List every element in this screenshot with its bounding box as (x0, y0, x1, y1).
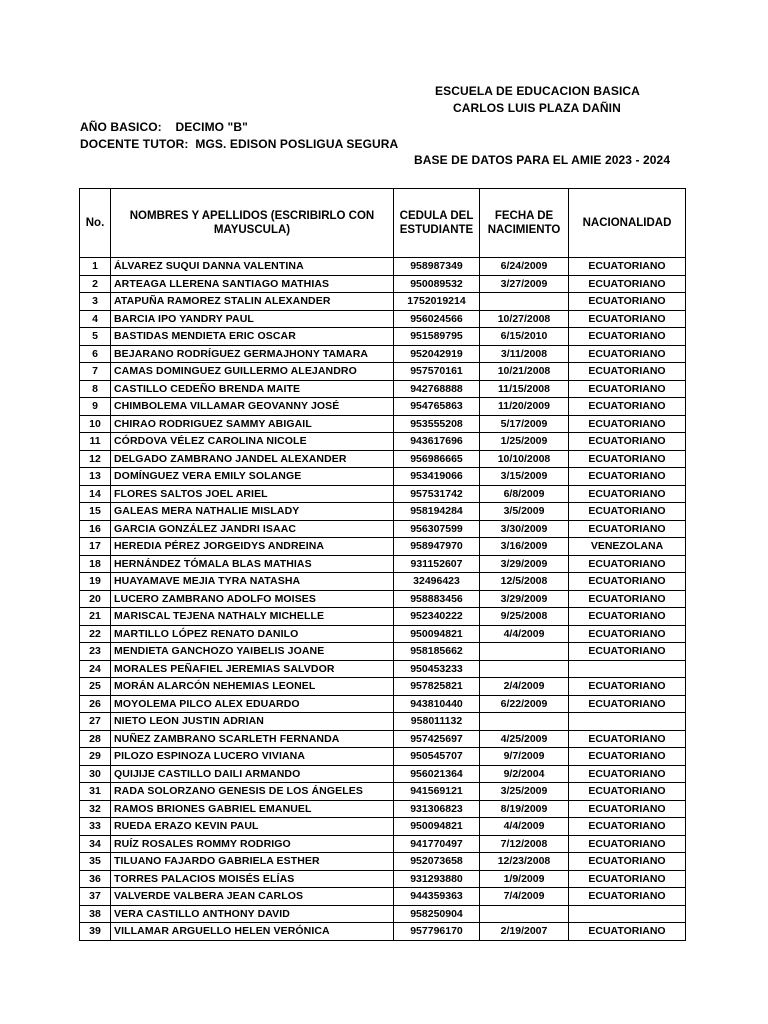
table-row (80, 538, 686, 556)
row-number: 10 (80, 415, 111, 433)
table-row (80, 713, 686, 731)
student-name: HEREDIA PÉREZ JORGEIDYS ANDREINA (111, 538, 394, 556)
nationality: ECUATORIANO (569, 275, 686, 293)
row-number: 8 (80, 380, 111, 398)
student-cedula: 952042919 (394, 345, 480, 363)
students-table (79, 188, 686, 941)
row-number: 35 (80, 853, 111, 871)
table-row (80, 818, 686, 836)
row-number: 38 (80, 905, 111, 923)
nationality: ECUATORIANO (569, 590, 686, 608)
nationality: ECUATORIANO (569, 310, 686, 328)
nationality: ECUATORIANO (569, 678, 686, 696)
row-number: 15 (80, 503, 111, 521)
table-row (80, 625, 686, 643)
nationality: ECUATORIANO (569, 765, 686, 783)
row-number: 30 (80, 765, 111, 783)
table-row (80, 503, 686, 521)
student-name: BARCIA IPO YANDRY PAUL (111, 310, 394, 328)
student-cedula: 931293880 (394, 870, 480, 888)
student-name: FLORES SALTOS JOEL ARIEL (111, 485, 394, 503)
nationality: ECUATORIANO (569, 503, 686, 521)
student-cedula: 950453233 (394, 660, 480, 678)
student-cedula: 950094821 (394, 625, 480, 643)
row-number: 16 (80, 520, 111, 538)
table-row (80, 258, 686, 276)
birth-date: 3/29/2009 (480, 555, 569, 573)
nationality: ECUATORIANO (569, 450, 686, 468)
row-number: 20 (80, 590, 111, 608)
student-name: BEJARANO RODRÍGUEZ GERMAJHONY TAMARA (111, 345, 394, 363)
nationality: VENEZOLANA (569, 538, 686, 556)
table-row (80, 573, 686, 591)
table-row (80, 293, 686, 311)
nationality (569, 660, 686, 678)
student-name: MORALES PEÑAFIEL JEREMIAS SALVDOR (111, 660, 394, 678)
row-number: 13 (80, 468, 111, 486)
row-number: 21 (80, 608, 111, 626)
table-row (80, 765, 686, 783)
school-title-line2: CARLOS LUIS PLAZA DAÑIN (453, 101, 621, 115)
nationality: ECUATORIANO (569, 468, 686, 486)
nationality: ECUATORIANO (569, 643, 686, 661)
student-cedula: 944359363 (394, 888, 480, 906)
student-cedula: 951589795 (394, 328, 480, 346)
birth-date: 3/29/2009 (480, 590, 569, 608)
row-number: 27 (80, 713, 111, 731)
student-cedula: 956024566 (394, 310, 480, 328)
birth-date: 12/23/2008 (480, 853, 569, 871)
table-row (80, 870, 686, 888)
table-row (80, 345, 686, 363)
row-number: 17 (80, 538, 111, 556)
nationality: ECUATORIANO (569, 363, 686, 381)
student-name: ÁLVAREZ SUQUI DANNA VALENTINA (111, 258, 394, 276)
row-number: 39 (80, 923, 111, 941)
student-name: BASTIDAS MENDIETA ERIC OSCAR (111, 328, 394, 346)
birth-date: 1/25/2009 (480, 433, 569, 451)
student-name: RUÍZ ROSALES ROMMY RODRIGO (111, 835, 394, 853)
table-row (80, 520, 686, 538)
student-cedula: 956021364 (394, 765, 480, 783)
student-name: CHIRAO RODRIGUEZ SAMMY ABIGAIL (111, 415, 394, 433)
table-row (80, 853, 686, 871)
student-name: CHIMBOLEMA VILLAMAR GEOVANNY JOSÉ (111, 398, 394, 416)
row-number: 36 (80, 870, 111, 888)
student-name: VERA CASTILLO ANTHONY DAVID (111, 905, 394, 923)
student-cedula: 950094821 (394, 818, 480, 836)
student-cedula: 958250904 (394, 905, 480, 923)
row-number: 7 (80, 363, 111, 381)
student-name: ATAPUÑA RAMOREZ STALIN ALEXANDER (111, 293, 394, 311)
student-cedula: 957531742 (394, 485, 480, 503)
birth-date: 4/25/2009 (480, 730, 569, 748)
nationality: ECUATORIANO (569, 870, 686, 888)
student-name: QUIJIJE CASTILLO DAILI ARMANDO (111, 765, 394, 783)
birth-date: 5/17/2009 (480, 415, 569, 433)
student-name: NIETO LEON JUSTIN ADRIAN (111, 713, 394, 731)
student-name: CÓRDOVA VÉLEZ CAROLINA NICOLE (111, 433, 394, 451)
row-number: 2 (80, 275, 111, 293)
student-name: DELGADO ZAMBRANO JANDEL ALEXANDER (111, 450, 394, 468)
birth-date: 3/11/2008 (480, 345, 569, 363)
row-number: 9 (80, 398, 111, 416)
student-cedula: 958987349 (394, 258, 480, 276)
student-cedula: 958185662 (394, 643, 480, 661)
student-cedula: 931152607 (394, 555, 480, 573)
header-name: NOMBRES Y APELLIDOS (ESCRIBIRLO CON MAYUSCULA) (111, 189, 394, 258)
table-row (80, 695, 686, 713)
birth-date: 3/5/2009 (480, 503, 569, 521)
table-row (80, 398, 686, 416)
student-cedula: 941569121 (394, 783, 480, 801)
student-cedula: 950545707 (394, 748, 480, 766)
row-number: 14 (80, 485, 111, 503)
table-row (80, 450, 686, 468)
student-name: TILUANO FAJARDO GABRIELA ESTHER (111, 853, 394, 871)
nationality: ECUATORIANO (569, 818, 686, 836)
student-cedula: 956307599 (394, 520, 480, 538)
birth-date: 2/4/2009 (480, 678, 569, 696)
birth-date (480, 905, 569, 923)
student-name: NUÑEZ ZAMBRANO SCARLETH FERNANDA (111, 730, 394, 748)
row-number: 37 (80, 888, 111, 906)
student-name: TORRES PALACIOS MOISÉS ELÍAS (111, 870, 394, 888)
student-cedula: 953555208 (394, 415, 480, 433)
student-name: GALEAS MERA NATHALIE MISLADY (111, 503, 394, 521)
student-cedula: 957570161 (394, 363, 480, 381)
student-name: MORÁN ALARCÓN NEHEMIAS LEONEL (111, 678, 394, 696)
student-name: RAMOS BRIONES GABRIEL EMANUEL (111, 800, 394, 818)
table-row (80, 328, 686, 346)
header-no: No. (80, 189, 111, 258)
table-row (80, 485, 686, 503)
student-cedula: 953419066 (394, 468, 480, 486)
student-cedula: 943617696 (394, 433, 480, 451)
birth-date: 9/25/2008 (480, 608, 569, 626)
student-name: HERNÁNDEZ TÓMALA BLAS MATHIAS (111, 555, 394, 573)
birth-date: 9/2/2004 (480, 765, 569, 783)
row-number: 24 (80, 660, 111, 678)
table-row (80, 275, 686, 293)
table-row (80, 363, 686, 381)
nationality: ECUATORIANO (569, 625, 686, 643)
student-cedula: 1752019214 (394, 293, 480, 311)
row-number: 33 (80, 818, 111, 836)
nationality (569, 905, 686, 923)
nationality: ECUATORIANO (569, 853, 686, 871)
student-name: MENDIETA GANCHOZO YAIBELIS JOANE (111, 643, 394, 661)
nationality: ECUATORIANO (569, 293, 686, 311)
birth-date: 6/8/2009 (480, 485, 569, 503)
nationality: ECUATORIANO (569, 345, 686, 363)
birth-date: 10/10/2008 (480, 450, 569, 468)
grade-label: AÑO BASICO: DECIMO "B" (80, 120, 248, 134)
birth-date: 1/9/2009 (480, 870, 569, 888)
nationality: ECUATORIANO (569, 748, 686, 766)
birth-date: 12/5/2008 (480, 573, 569, 591)
student-name: HUAYAMAVE MEJIA TYRA NATASHA (111, 573, 394, 591)
nationality: ECUATORIANO (569, 923, 686, 941)
row-number: 18 (80, 555, 111, 573)
student-cedula: 958883456 (394, 590, 480, 608)
student-cedula: 943810440 (394, 695, 480, 713)
student-cedula: 958011132 (394, 713, 480, 731)
table-row (80, 835, 686, 853)
student-cedula: 941770497 (394, 835, 480, 853)
table-row (80, 905, 686, 923)
student-name: RADA SOLORZANO GENESIS DE LOS ÁNGELES (111, 783, 394, 801)
student-name: MARTILLO LÓPEZ RENATO DANILO (111, 625, 394, 643)
table-row (80, 783, 686, 801)
birth-date: 10/27/2008 (480, 310, 569, 328)
table-row (80, 310, 686, 328)
table-row (80, 433, 686, 451)
nationality: ECUATORIANO (569, 835, 686, 853)
row-number: 12 (80, 450, 111, 468)
student-name: PILOZO ESPINOZA LUCERO VIVIANA (111, 748, 394, 766)
nationality: ECUATORIANO (569, 415, 686, 433)
table-row (80, 555, 686, 573)
tutor-label: DOCENTE TUTOR: MGS. EDISON POSLIGUA SEGURA (80, 137, 399, 151)
birth-date: 6/24/2009 (480, 258, 569, 276)
nationality: ECUATORIANO (569, 800, 686, 818)
nationality: ECUATORIANO (569, 608, 686, 626)
row-number: 31 (80, 783, 111, 801)
school-title-line1: ESCUELA DE EDUCACION BASICA (435, 84, 640, 98)
nationality: ECUATORIANO (569, 783, 686, 801)
student-name: RUEDA ERAZO KEVIN PAUL (111, 818, 394, 836)
birth-date: 3/27/2009 (480, 275, 569, 293)
birth-date: 4/4/2009 (480, 818, 569, 836)
nationality: ECUATORIANO (569, 328, 686, 346)
row-number: 25 (80, 678, 111, 696)
student-name: ARTEAGA LLERENA SANTIAGO MATHIAS (111, 275, 394, 293)
birth-date (480, 643, 569, 661)
student-cedula: 957825821 (394, 678, 480, 696)
birth-date (480, 660, 569, 678)
row-number: 11 (80, 433, 111, 451)
table-row (80, 660, 686, 678)
student-name: CAMAS DOMINGUEZ GUILLERMO ALEJANDRO (111, 363, 394, 381)
student-cedula: 957796170 (394, 923, 480, 941)
birth-date: 11/20/2009 (480, 398, 569, 416)
student-name: VALVERDE VALBERA JEAN CARLOS (111, 888, 394, 906)
birth-date: 6/22/2009 (480, 695, 569, 713)
student-cedula: 950089532 (394, 275, 480, 293)
birth-date: 11/15/2008 (480, 380, 569, 398)
row-number: 4 (80, 310, 111, 328)
birth-date: 3/30/2009 (480, 520, 569, 538)
table-row (80, 608, 686, 626)
student-name: LUCERO ZAMBRANO ADOLFO MOISES (111, 590, 394, 608)
nationality (569, 713, 686, 731)
birth-date: 10/21/2008 (480, 363, 569, 381)
nationality: ECUATORIANO (569, 573, 686, 591)
row-number: 28 (80, 730, 111, 748)
row-number: 29 (80, 748, 111, 766)
birth-date: 3/15/2009 (480, 468, 569, 486)
student-cedula: 931306823 (394, 800, 480, 818)
table-row (80, 643, 686, 661)
table-row (80, 380, 686, 398)
row-number: 5 (80, 328, 111, 346)
table-row (80, 748, 686, 766)
table-header-row (80, 189, 686, 258)
student-cedula: 958194284 (394, 503, 480, 521)
table-row (80, 678, 686, 696)
nationality: ECUATORIANO (569, 380, 686, 398)
student-cedula: 952073658 (394, 853, 480, 871)
row-number: 22 (80, 625, 111, 643)
birth-date: 2/19/2007 (480, 923, 569, 941)
table-row (80, 888, 686, 906)
table-row (80, 415, 686, 433)
birth-date: 7/12/2008 (480, 835, 569, 853)
birth-date (480, 293, 569, 311)
nationality: ECUATORIANO (569, 485, 686, 503)
birth-date: 9/7/2009 (480, 748, 569, 766)
student-name: GARCIA GONZÁLEZ JANDRI ISAAC (111, 520, 394, 538)
row-number: 34 (80, 835, 111, 853)
birth-date: 3/25/2009 (480, 783, 569, 801)
row-number: 19 (80, 573, 111, 591)
nationality: ECUATORIANO (569, 258, 686, 276)
birth-date: 3/16/2009 (480, 538, 569, 556)
row-number: 3 (80, 293, 111, 311)
table-row (80, 923, 686, 941)
birth-date: 6/15/2010 (480, 328, 569, 346)
table-row (80, 800, 686, 818)
row-number: 32 (80, 800, 111, 818)
nationality: ECUATORIANO (569, 520, 686, 538)
student-name: CASTILLO CEDEÑO BRENDA MAITE (111, 380, 394, 398)
student-name: VILLAMAR ARGUELLO HELEN VERÓNICA (111, 923, 394, 941)
header-cedula: CEDULA DEL ESTUDIANTE (394, 189, 480, 258)
birth-date: 8/19/2009 (480, 800, 569, 818)
student-cedula: 32496423 (394, 573, 480, 591)
nationality: ECUATORIANO (569, 695, 686, 713)
nationality: ECUATORIANO (569, 433, 686, 451)
table-row (80, 730, 686, 748)
student-cedula: 942768888 (394, 380, 480, 398)
student-cedula: 958947970 (394, 538, 480, 556)
nationality: ECUATORIANO (569, 398, 686, 416)
student-name: DOMÍNGUEZ VERA EMILY SOLANGE (111, 468, 394, 486)
birth-date (480, 713, 569, 731)
header-nacionalidad: NACIONALIDAD (569, 189, 686, 258)
birth-date: 7/4/2009 (480, 888, 569, 906)
database-title: BASE DE DATOS PARA EL AMIE 2023 - 2024 (414, 153, 671, 167)
nationality: ECUATORIANO (569, 730, 686, 748)
nationality: ECUATORIANO (569, 555, 686, 573)
table-row (80, 590, 686, 608)
student-name: MARISCAL TEJENA NATHALY MICHELLE (111, 608, 394, 626)
table-body (80, 258, 686, 941)
student-cedula: 957425697 (394, 730, 480, 748)
student-cedula: 954765863 (394, 398, 480, 416)
student-cedula: 956986665 (394, 450, 480, 468)
student-name: MOYOLEMA PILCO ALEX EDUARDO (111, 695, 394, 713)
row-number: 1 (80, 258, 111, 276)
row-number: 23 (80, 643, 111, 661)
header-fecha: FECHA DE NACIMIENTO (480, 189, 569, 258)
birth-date: 4/4/2009 (480, 625, 569, 643)
nationality: ECUATORIANO (569, 888, 686, 906)
student-cedula: 952340222 (394, 608, 480, 626)
row-number: 26 (80, 695, 111, 713)
row-number: 6 (80, 345, 111, 363)
table-row (80, 468, 686, 486)
